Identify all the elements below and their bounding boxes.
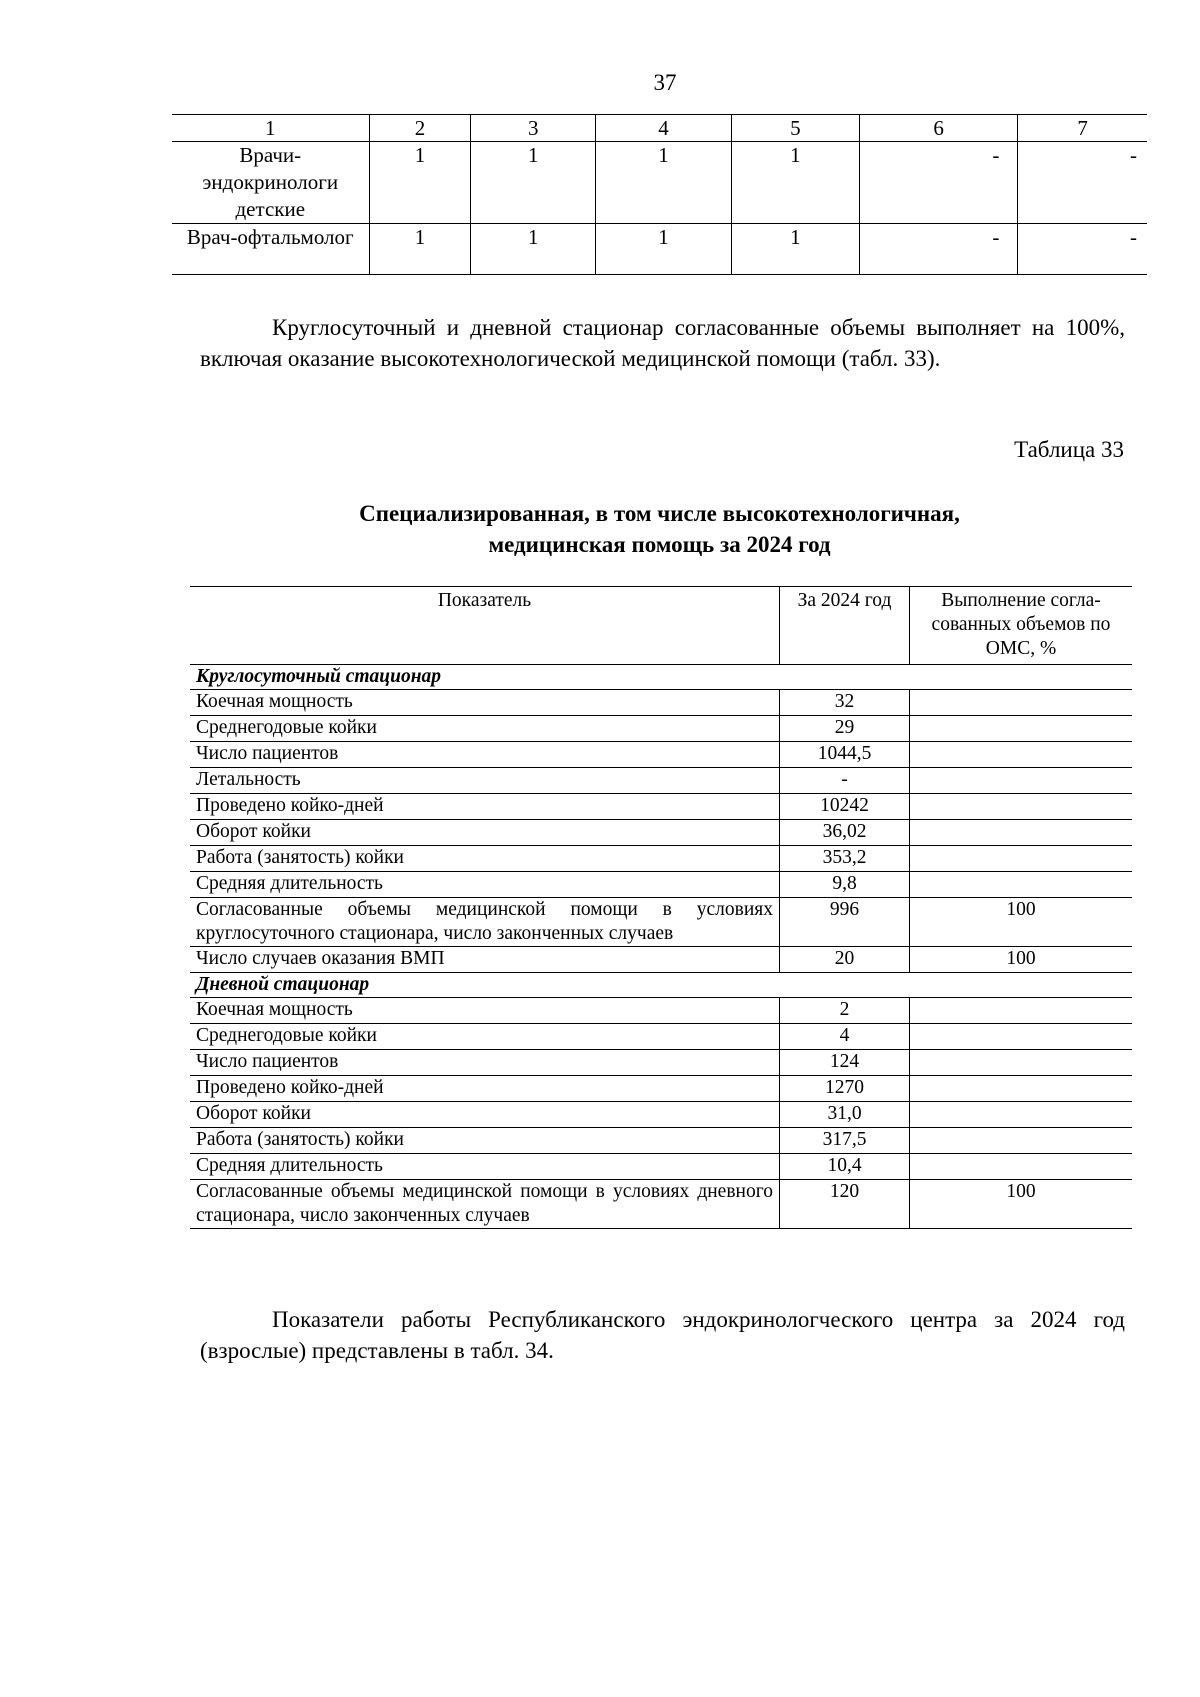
- completion-pct: [910, 1076, 1133, 1102]
- column-number: 5: [731, 115, 859, 142]
- table-row: [190, 690, 1132, 716]
- indicator-label: Проведено койко-дней: [190, 1076, 780, 1102]
- table-title: [172, 498, 1147, 560]
- cell-value: 1: [731, 142, 859, 224]
- year-value: 124: [780, 1050, 910, 1076]
- year-value: 9,8: [780, 872, 910, 898]
- year-value: 36,02: [780, 820, 910, 846]
- completion-pct: [910, 794, 1133, 820]
- cell-value: 1: [471, 142, 596, 224]
- indicator-label: Согласованные объемы медицинской помощи в условиях круглосуточного стационара, число законченных случаев: [190, 898, 780, 947]
- cell-value: 1: [731, 224, 859, 275]
- table-row: [190, 1128, 1132, 1154]
- indicator-label: Средняя длительность: [190, 872, 780, 898]
- year-value: 996: [780, 898, 910, 947]
- year-value: 29: [780, 716, 910, 742]
- table-row: [190, 1076, 1132, 1102]
- table-row: [172, 224, 1147, 275]
- indicator-label: Оборот койки: [190, 820, 780, 846]
- completion-pct: [910, 1128, 1133, 1154]
- table-title-line: Специализированная, в том числе высокотехнологичная,: [359, 501, 960, 526]
- year-value: 4: [780, 1024, 910, 1050]
- column-number: 6: [859, 115, 1018, 142]
- table-header-row: [190, 587, 1132, 665]
- row-label: Врачи-эндокринологи детские: [172, 142, 369, 224]
- header-completion-pct: Выполнение согла-сованных объемов по ОМС, %: [910, 587, 1133, 665]
- column-number: 1: [172, 115, 369, 142]
- completion-pct: [910, 1050, 1133, 1076]
- indicator-label: Оборот койки: [190, 1102, 780, 1128]
- table-row: [190, 1024, 1132, 1050]
- completion-pct: [910, 998, 1133, 1024]
- cell-value: 1: [596, 142, 732, 224]
- completion-pct: [910, 1102, 1133, 1128]
- cell-value: -: [859, 224, 1018, 275]
- column-number-row: [172, 115, 1147, 142]
- indicator-label: Средняя длительность: [190, 1154, 780, 1180]
- table-row: [190, 846, 1132, 872]
- cell-value: 1: [369, 224, 471, 275]
- year-value: 317,5: [780, 1128, 910, 1154]
- indicator-label: Среднегодовые койки: [190, 716, 780, 742]
- column-number: 2: [369, 115, 471, 142]
- table-row: [190, 998, 1132, 1024]
- row-label: Врач-офтальмолог: [172, 224, 369, 275]
- year-value: 10242: [780, 794, 910, 820]
- inpatient-care-table: [190, 586, 1132, 1229]
- table-row: [190, 716, 1132, 742]
- completion-pct: [910, 872, 1133, 898]
- table-row: [190, 898, 1132, 947]
- year-value: 353,2: [780, 846, 910, 872]
- year-value: 31,0: [780, 1102, 910, 1128]
- table-row: [190, 947, 1132, 973]
- cell-value: -: [1018, 224, 1147, 275]
- year-value: 32: [780, 690, 910, 716]
- indicator-label: Число случаев оказания ВМП: [190, 947, 780, 973]
- indicator-label: Коечная мощность: [190, 690, 780, 716]
- section-row: [190, 973, 1132, 998]
- table-row: [190, 872, 1132, 898]
- table-label: Таблица 33: [1014, 437, 1124, 462]
- cell-value: -: [859, 142, 1018, 224]
- body-paragraph: Круглосуточный и дневной стационар согласованные объемы выполняет на 100%, включая оказание высокотехнологической медицинской помощи (табл. 33).: [200, 315, 1125, 371]
- year-value: 2: [780, 998, 910, 1024]
- year-value: 1044,5: [780, 742, 910, 768]
- table-row: [190, 794, 1132, 820]
- completion-pct: [910, 1024, 1133, 1050]
- header-indicator: Показатель: [190, 587, 780, 665]
- indicator-label: Летальность: [190, 768, 780, 794]
- column-number: 3: [471, 115, 596, 142]
- indicator-label: Работа (занятость) койки: [190, 1128, 780, 1154]
- staffing-table-continuation: [172, 114, 1147, 275]
- year-value: 10,4: [780, 1154, 910, 1180]
- table-body: [190, 665, 1132, 1229]
- indicator-label: Проведено койко-дней: [190, 794, 780, 820]
- year-value: 120: [780, 1180, 910, 1229]
- completion-pct: [910, 1154, 1133, 1180]
- indicator-label: Среднегодовые койки: [190, 1024, 780, 1050]
- table-row: [190, 742, 1132, 768]
- completion-pct: [910, 820, 1133, 846]
- indicator-label: Число пациентов: [190, 742, 780, 768]
- year-value: 20: [780, 947, 910, 973]
- section-row: [190, 665, 1132, 690]
- completion-pct: [910, 716, 1133, 742]
- column-number: 7: [1018, 115, 1147, 142]
- year-value: 1270: [780, 1076, 910, 1102]
- indicator-label: Работа (занятость) койки: [190, 846, 780, 872]
- header-year: За 2024 год: [780, 587, 910, 665]
- table-row: [190, 1102, 1132, 1128]
- indicator-label: Согласованные объемы медицинской помощи в условиях дневного стационара, число законченных случаев: [190, 1180, 780, 1229]
- table-row: [190, 1050, 1132, 1076]
- table-row: [190, 1154, 1132, 1180]
- completion-pct: 100: [910, 1180, 1133, 1229]
- completion-pct: [910, 768, 1133, 794]
- table-row: [190, 1180, 1132, 1229]
- completion-pct: 100: [910, 947, 1133, 973]
- page-number: 37: [653, 70, 677, 95]
- indicator-label: Коечная мощность: [190, 998, 780, 1024]
- year-value: -: [780, 768, 910, 794]
- completion-pct: 100: [910, 898, 1133, 947]
- indicator-label: Число пациентов: [190, 1050, 780, 1076]
- cell-value: 1: [369, 142, 471, 224]
- table-title-line: медицинская помощь за 2024 год: [488, 532, 831, 557]
- table-row: [172, 142, 1147, 224]
- table-row: [190, 820, 1132, 846]
- table-row: [190, 768, 1132, 794]
- section-heading: Дневной стационар: [190, 973, 1132, 998]
- cell-value: 1: [471, 224, 596, 275]
- cell-value: -: [1018, 142, 1147, 224]
- completion-pct: [910, 742, 1133, 768]
- section-heading: Круглосуточный стационар: [190, 665, 1132, 690]
- body-paragraph: Показатели работы Республиканского эндокринологческого центра за 2024 год (взрослые) представлены в табл. 34.: [200, 1307, 1125, 1363]
- completion-pct: [910, 846, 1133, 872]
- column-number: 4: [596, 115, 732, 142]
- cell-value: 1: [596, 224, 732, 275]
- completion-pct: [910, 690, 1133, 716]
